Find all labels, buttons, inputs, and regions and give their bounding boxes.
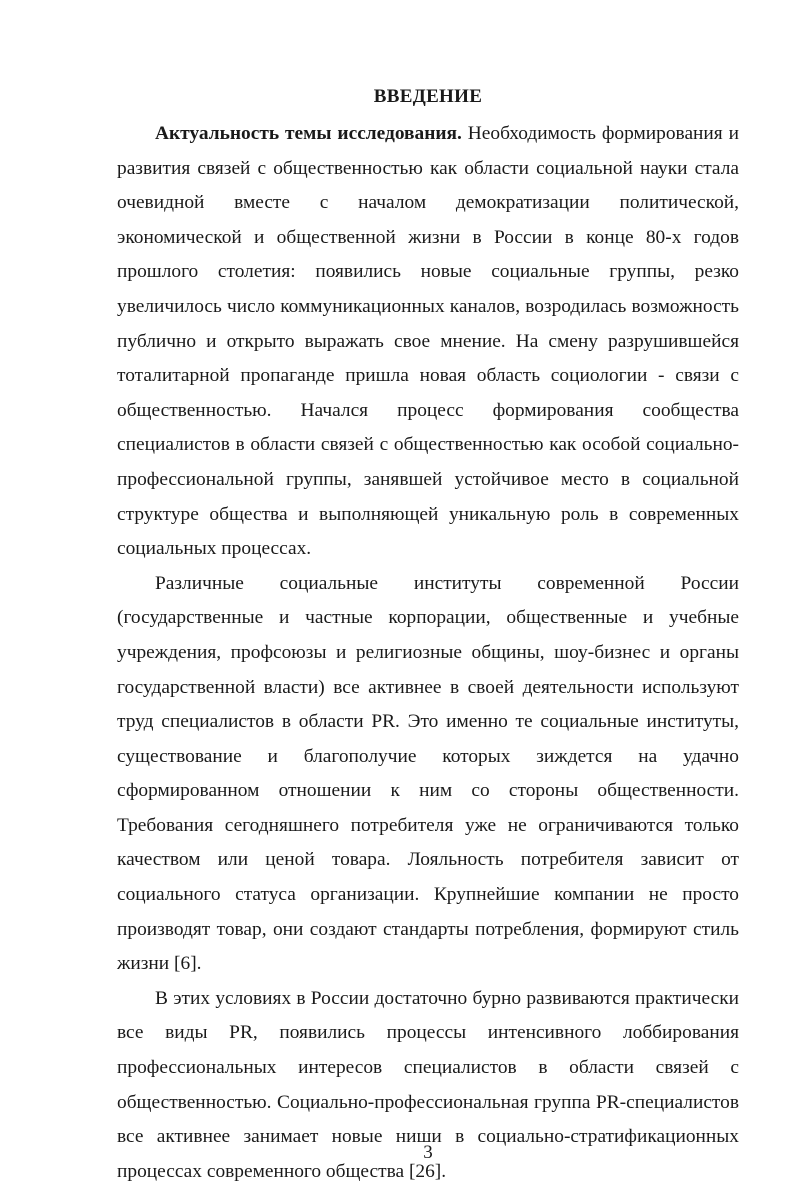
body-text <box>117 117 739 1189</box>
paragraph-conditions: В этих условиях в России достаточно бурно развиваются практически все виды PR, появились процессы интенсивного лоббирования профессиональных интересов специалистов в области связей с общественностью. Социально-профессиональная группа PR-специалистов все активнее занимает новые ниши в социально-стратификационных процессах современного общества [26]. <box>117 987 739 1182</box>
page-number: 3 <box>423 1142 433 1163</box>
paragraph-relevance <box>117 117 739 567</box>
paragraph-institutions: Различные социальные институты современной России (государственные и частные корпорации, общественные и учебные учреждения, профсоюзы и религиозные общины, шоу-бизнес и органы государственной власти) все активнее в своей деятельности используют труд специалистов в области PR. Это именно те социальные институты, существование и благополучие которых зиждется на удачно сформированном отношении к ним со стороны общественности. Требования сегодняшнего потребителя уже не ограничиваются только качеством или ценой товара. Лояльность потребителя зависит от социального статуса организации. Крупнейшие компании не просто производят товар, они создают стандарты потребления, формируют стиль жизни [6]. <box>117 572 739 975</box>
paragraph-lead: Актуальность темы исследования. <box>155 123 462 144</box>
paragraph-text: Необходимость формирования и развития связей с общественностью как области социальной науки стала очевидной вместе с началом демократизации политической, экономической и общественной жизни в России в конце 80-х годов прошлого столетия: появились новые социальные группы, резко увеличилось число коммуникационных каналов, возродилась возможность публично и открыто выражать свое мнение. На смену разрушившейся тоталитарной пропаганде пришла новая область социологии - связи с общественностью. Начался процесс формирования сообщества специалистов в области связей с общественностью как особой социально-профессиональной группы, занявшей устойчивое место в социальной структуре общества и выполняющей уникальную роль в современных социальных процессах. <box>117 123 739 560</box>
page-title: ВВЕДЕНИЕ <box>373 86 483 107</box>
